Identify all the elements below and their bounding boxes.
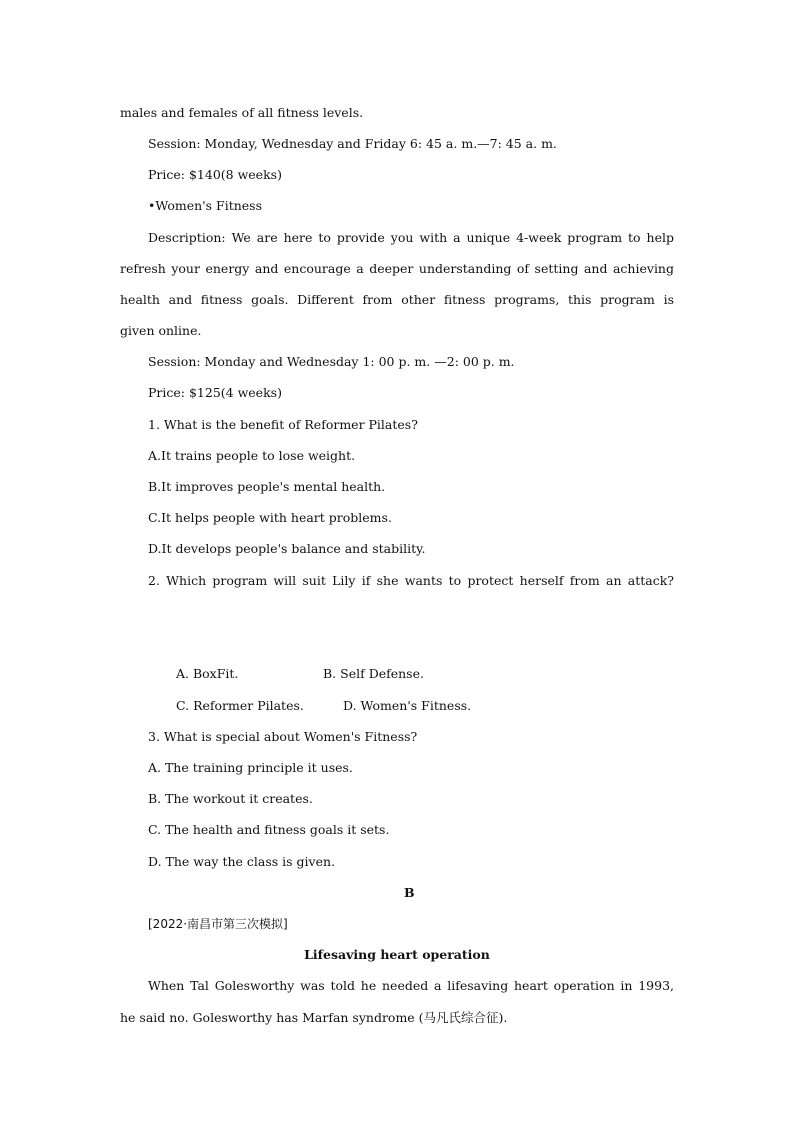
source-tag: [2022·南昌市第三次模拟] [148, 917, 288, 931]
question-option: D. Women's Fitness. [343, 698, 472, 713]
question-option: B. Self Defense. [323, 666, 424, 681]
description-line: health and fitness goals. Different from other fitness programs, this program is [120, 292, 674, 307]
section-label: B [404, 885, 415, 900]
description-line: refresh your energy and encourage a deeper understanding of setting and achieving [120, 261, 674, 276]
question-option: A.It trains people to lose weight. [148, 448, 356, 463]
question-option: D. The way the class is given. [148, 854, 336, 869]
question-option: A. BoxFit. [176, 666, 239, 681]
passage-title: Lifesaving heart operation [304, 947, 490, 962]
question-stem: 3. What is special about Women's Fitness? [148, 729, 418, 744]
session-line: Session: Monday and Wednesday 1: 00 p. m. —2: 00 p. m. [148, 354, 515, 369]
question-stem: 1. What is the benefit of Reformer Pilates? [148, 417, 418, 432]
question-option: C. The health and fitness goals it sets. [148, 822, 390, 837]
question-stem: 2. Which program will suit Lily if she wants to protect herself from an attack? [148, 573, 674, 588]
passage-line: he said no. Golesworthy has Marfan syndrome (马凡氏综合征). [120, 1010, 508, 1025]
question-option: C. Reformer Pilates. [176, 698, 304, 713]
session-line: Session: Monday, Wednesday and Friday 6: 45 a. m.—7: 45 a. m. [148, 136, 557, 151]
question-option: B. The workout it creates. [148, 791, 313, 806]
question-option: C.It helps people with heart problems. [148, 510, 392, 525]
question-option: A. The training principle it uses. [148, 760, 353, 775]
price-line: Price: $125(4 weeks) [148, 385, 282, 400]
program-heading: •Women's Fitness [148, 198, 262, 213]
intro-tail: males and females of all fitness levels. [120, 105, 364, 120]
question-option: D.It develops people's balance and stability. [148, 541, 426, 556]
question-option: B.It improves people's mental health. [148, 479, 386, 494]
description-line: given online. [120, 323, 202, 338]
passage-line: When Tal Golesworthy was told he needed a lifesaving heart operation in 1993, [148, 978, 674, 993]
description-line: Description: We are here to provide you with a unique 4-week program to help [148, 230, 674, 245]
price-line: Price: $140(8 weeks) [148, 167, 282, 182]
